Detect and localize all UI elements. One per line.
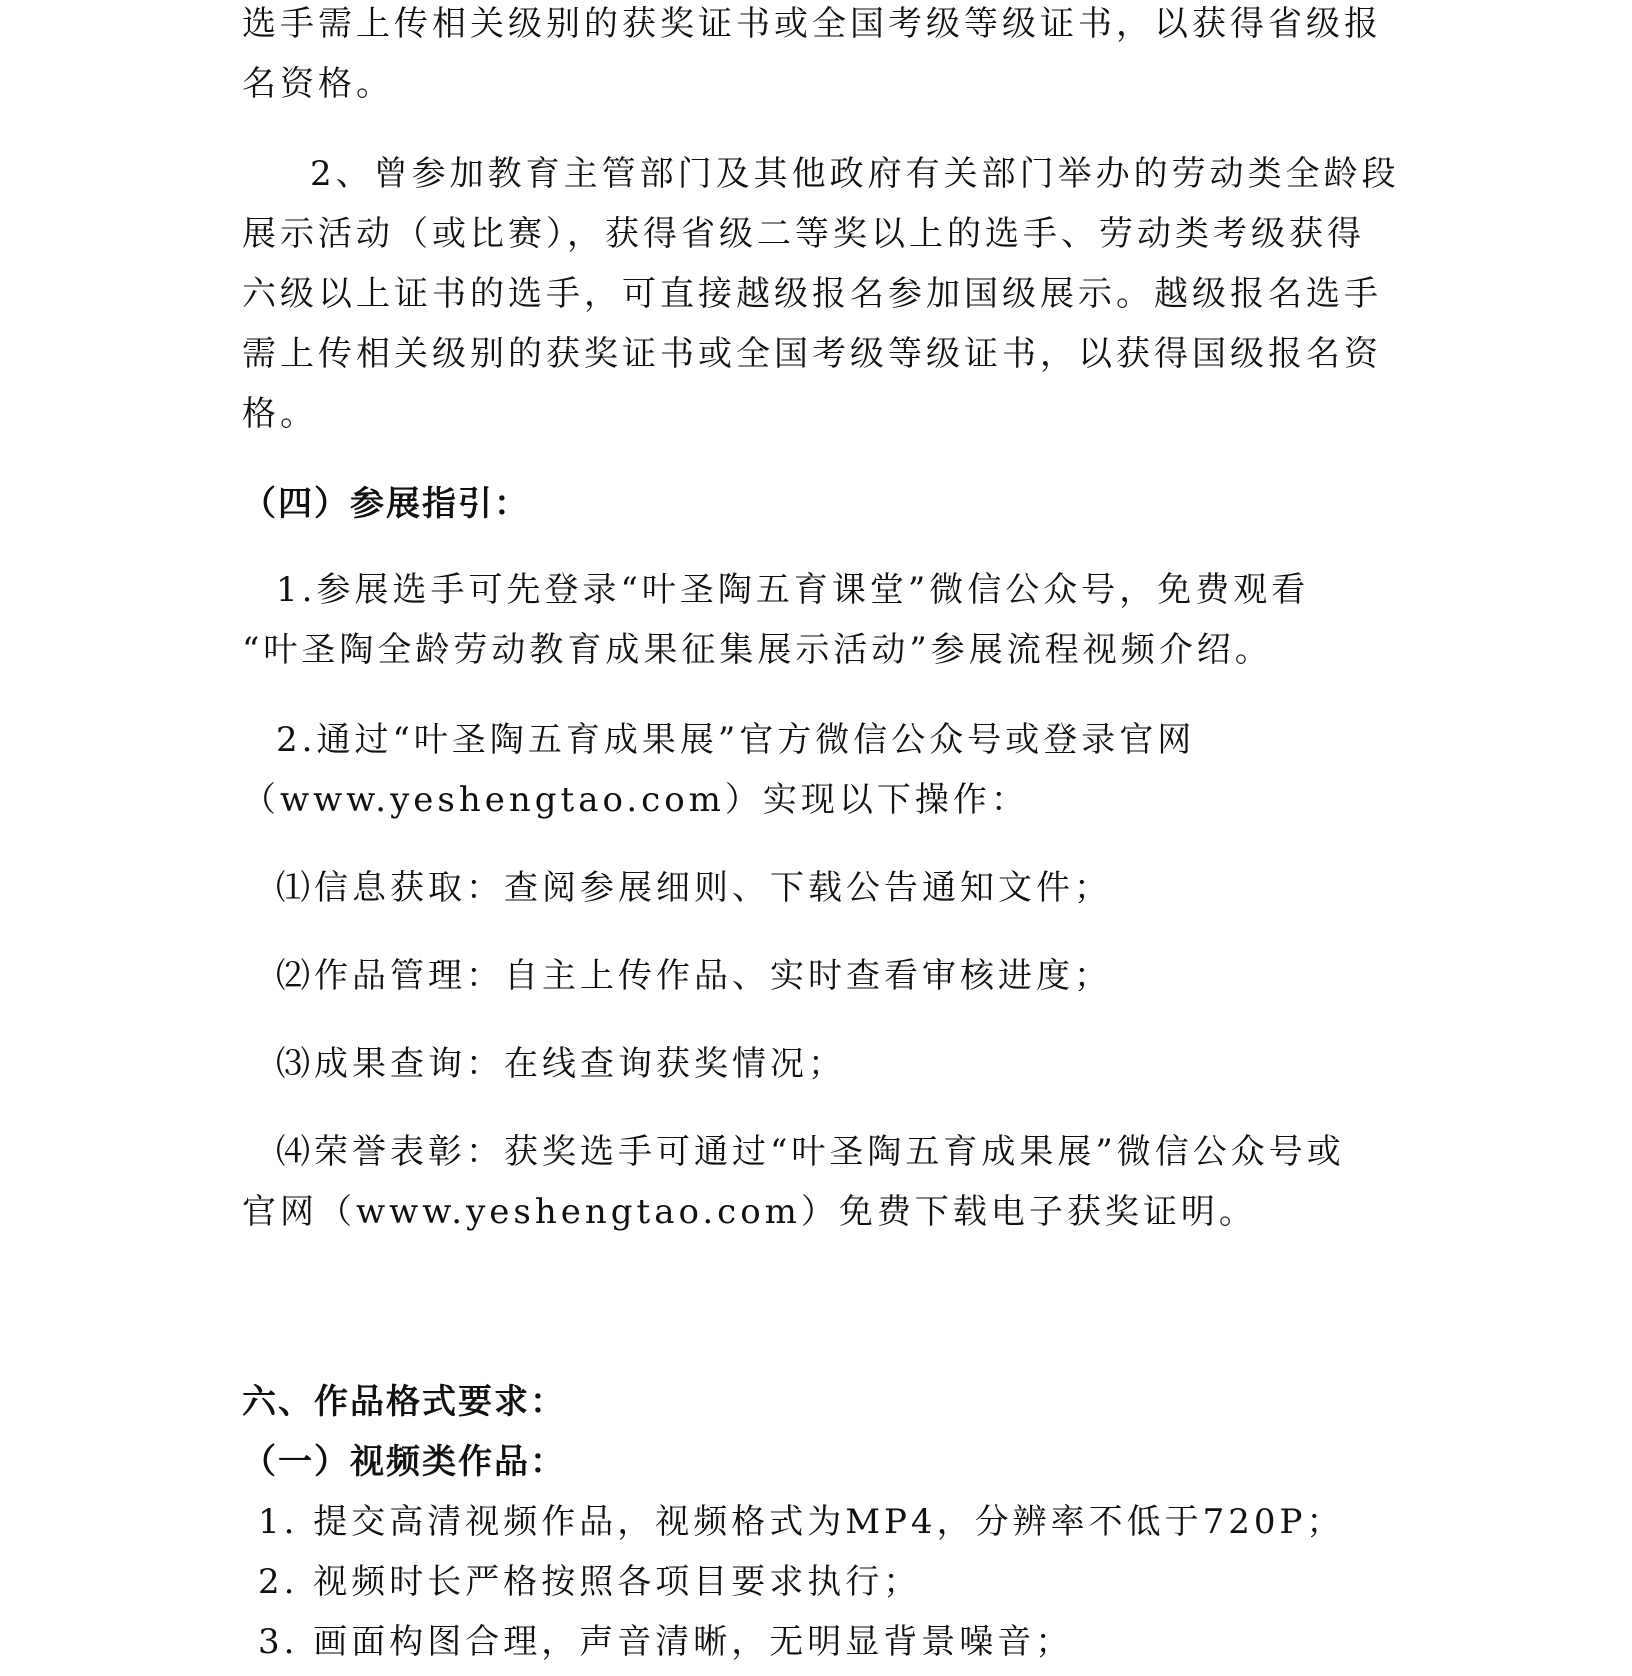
paragraph-line: 2.通过“叶圣陶五育成果展”官方微信公众号或登录官网	[276, 720, 1196, 760]
section-heading: （一）视频类作品：	[242, 1442, 566, 1482]
paragraph-line: 展示活动（或比赛），获得省级二等奖以上的选手、劳动类考级获得	[242, 214, 1365, 254]
list-item: ⑴信息获取：查阅参展细则、下载公告通知文件；	[276, 868, 1112, 908]
paragraph-line: 2、曾参加教育主管部门及其他政府有关部门举办的劳动类全龄段	[310, 154, 1400, 194]
list-item: 2. 视频时长严格按照各项目要求执行；	[258, 1562, 922, 1602]
list-item: 3. 画面构图合理，声音清晰，无明显背景噪音；	[258, 1622, 1074, 1662]
paragraph-line: 格。	[242, 394, 318, 434]
paragraph-line: “叶圣陶全龄劳动教育成果征集展示活动”参展流程视频介绍。	[242, 630, 1273, 670]
paragraph-line: 官网（www.yeshengtao.com）免费下载电子获奖证明。	[242, 1192, 1257, 1232]
paragraph-line: 六级以上证书的选手，可直接越级报名参加国级展示。越级报名选手	[242, 274, 1382, 314]
list-item: ⑷荣誉表彰：获奖选手可通过“叶圣陶五育成果展”微信公众号或	[276, 1132, 1345, 1172]
section-heading: （四）参展指引：	[242, 484, 530, 524]
paragraph-line: 需上传相关级别的获奖证书或全国考级等级证书，以获得国级报名资	[242, 334, 1382, 374]
list-item: ⑵作品管理：自主上传作品、实时查看审核进度；	[276, 956, 1112, 996]
paragraph-line: 1.参展选手可先登录“叶圣陶五育课堂”微信公众号，免费观看	[276, 570, 1310, 610]
paragraph-line: （www.yeshengtao.com）实现以下操作：	[242, 780, 1029, 820]
paragraph-line: 名资格。	[242, 64, 394, 104]
chapter-heading: 六、作品格式要求：	[242, 1382, 566, 1422]
paragraph-line: 选手需上传相关级别的获奖证书或全国考级等级证书，以获得省级报	[242, 4, 1382, 44]
list-item: 1. 提交高清视频作品，视频格式为MP4，分辨率不低于720P；	[258, 1502, 1345, 1542]
list-item: ⑶成果查询：在线查询获奖情况；	[276, 1044, 846, 1084]
